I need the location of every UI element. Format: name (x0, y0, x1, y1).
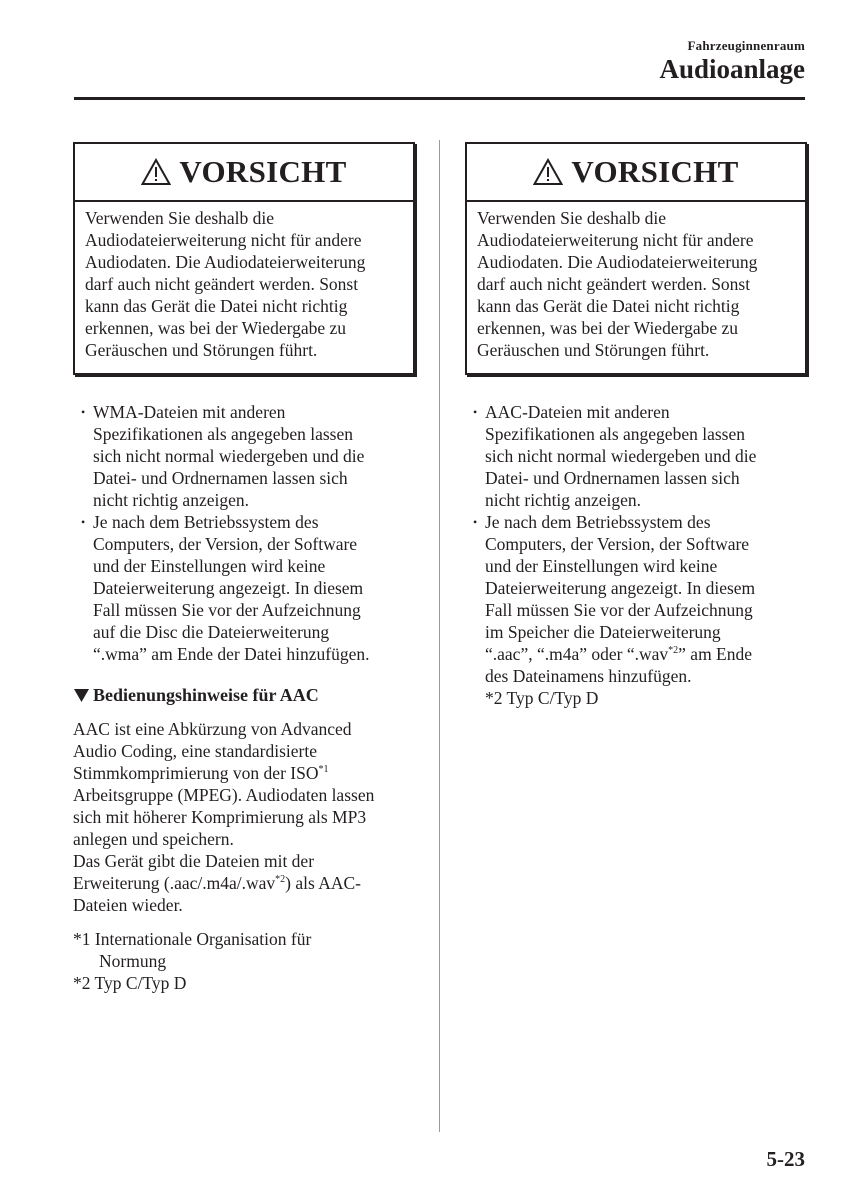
para-line: sich mit höherer Komprimierung als MP3 (73, 807, 367, 827)
aac-description (73, 718, 417, 916)
page-number: 5-23 (766, 1147, 805, 1171)
bullet-line: nicht richtig anzeigen. (93, 490, 249, 510)
bullet-line: AAC-Dateien mit anderen (485, 402, 670, 422)
bullet-glyph: • (473, 405, 478, 419)
bullet-line: sich nicht normal wiedergeben und die (93, 446, 365, 466)
bullet-line: Computers, der Version, der Software (485, 534, 750, 554)
bullet-line: Datei- und Ordnernamen lassen sich (485, 468, 740, 488)
footnote-ref: *2 (668, 645, 679, 656)
bullet-line: Datei- und Ordnernamen lassen sich (93, 468, 348, 488)
caution-line: erkennen, was bei der Wiedergabe zu (85, 318, 347, 338)
subsection-heading (73, 685, 417, 706)
para-line: Audio Coding, eine standardisierte (73, 741, 317, 761)
bullet-glyph: • (473, 515, 478, 529)
caution-line: Verwenden Sie deshalb die (477, 208, 667, 228)
caution-header (75, 144, 413, 202)
bullet-line: WMA-Dateien mit anderen (93, 402, 286, 422)
footnotes (73, 928, 417, 994)
warning-triangle-icon (533, 158, 563, 186)
caution-line: kann das Gerät die Datei nicht richtig (477, 296, 740, 316)
bullet-line: Dateierweiterung angezeigt. In diesem (485, 578, 756, 598)
bullet-line: sich nicht normal wiedergeben und die (485, 446, 757, 466)
caution-line: darf auch nicht geändert werden. Sonst (85, 274, 359, 294)
footnote-1: *1 Internationale Organisation für (73, 929, 312, 949)
footnote-2: *2 Typ C/Typ D (73, 973, 187, 993)
para-line: anlegen und speichern. (73, 829, 234, 849)
caution-box (465, 142, 807, 375)
section-label: Fahrzeuginnenraum (687, 38, 805, 53)
bullet-line: Je nach dem Betriebssystem des (485, 512, 711, 532)
bullet-line: Spezifikationen als angegeben lassen (485, 424, 745, 444)
para-line: Arbeitsgruppe (MPEG). Audiodaten lassen (73, 785, 375, 805)
bullet-line: Fall müssen Sie vor der Aufzeichnung (485, 600, 753, 620)
chapter-title: Audioanlage (659, 54, 805, 84)
para-text: Stimmkomprimierung von der ISO (73, 763, 319, 783)
caution-line: Audiodaten. Die Audiodateierweiterung (85, 252, 366, 272)
left-column (73, 142, 417, 994)
bullet-line: und der Einstellungen wird keine (93, 556, 326, 576)
caution-body (467, 202, 805, 373)
bullet-item (467, 511, 809, 687)
caution-line: Geräuschen und Störungen führt. (85, 340, 318, 360)
caution-line: Verwenden Sie deshalb die (85, 208, 275, 228)
caution-line: kann das Gerät die Datei nicht richtig (85, 296, 348, 316)
bullet-line (485, 643, 809, 665)
caution-title: VORSICHT (571, 154, 739, 189)
bullet-line: Dateierweiterung angezeigt. In diesem (93, 578, 364, 598)
bullet-line: Computers, der Version, der Software (93, 534, 358, 554)
para-line (73, 762, 417, 784)
bullet-line: Fall müssen Sie vor der Aufzeichnung (93, 600, 361, 620)
bullet-line-text: “.aac”, “.m4a” oder “.wav (485, 644, 669, 664)
para-text: Erweiterung (.aac/.m4a/.wav (73, 873, 276, 893)
bullet-line: Spezifikationen als angegeben lassen (93, 424, 353, 444)
bullet-line-text: ” am Ende (678, 644, 753, 664)
para-line (73, 872, 417, 894)
caution-line: Audiodaten. Die Audiodateierweiterung (477, 252, 758, 272)
bullet-item (467, 401, 809, 511)
caution-line: erkennen, was bei der Wiedergabe zu (477, 318, 739, 338)
bullet-line: des Dateinamens hinzufügen. (485, 666, 692, 686)
bullet-line: nicht richtig anzeigen. (485, 490, 641, 510)
right-column (465, 142, 809, 709)
bullet-line: “.wma” am Ende der Datei hinzufügen. (93, 644, 370, 664)
caution-line: Geräuschen und Störungen führt. (477, 340, 710, 360)
down-triangle-icon (73, 688, 90, 703)
para-line: Dateien wieder. (73, 895, 183, 915)
caution-body (75, 202, 413, 373)
footnote-ref: *2 (275, 874, 286, 885)
bullet-line: auf die Disc die Dateierweiterung (93, 622, 330, 642)
caution-line: darf auch nicht geändert werden. Sonst (477, 274, 751, 294)
caution-line: Audiodateierweiterung nicht für andere (85, 230, 362, 250)
footnote-1-continued: Normung (99, 951, 167, 971)
caution-box (73, 142, 415, 375)
bullet-line: Je nach dem Betriebssystem des (93, 512, 319, 532)
caution-header (467, 144, 805, 202)
warning-triangle-icon (141, 158, 171, 186)
bullet-line: und der Einstellungen wird keine (485, 556, 718, 576)
caution-title: VORSICHT (179, 154, 347, 189)
para-line: Das Gerät gibt die Dateien mit der (73, 851, 315, 871)
caution-line: Audiodateierweiterung nicht für andere (477, 230, 754, 250)
bullet-line: im Speicher die Dateierweiterung (485, 622, 721, 642)
bullet-glyph: • (81, 405, 86, 419)
footnote-ref: *1 (318, 764, 329, 775)
header-rule (74, 97, 805, 100)
bullet-item (75, 401, 417, 511)
bullet-list (465, 401, 809, 687)
column-divider (439, 140, 440, 1132)
footnote-2: *2 Typ C/Typ D (485, 688, 599, 708)
subsection-title: Bedienungshinweise für AAC (93, 685, 319, 705)
bullet-glyph: • (81, 515, 86, 529)
para-text: ) als AAC- (285, 873, 361, 893)
bullet-item (75, 511, 417, 665)
para-line: AAC ist eine Abkürzung von Advanced (73, 719, 352, 739)
bullet-list (73, 401, 417, 665)
